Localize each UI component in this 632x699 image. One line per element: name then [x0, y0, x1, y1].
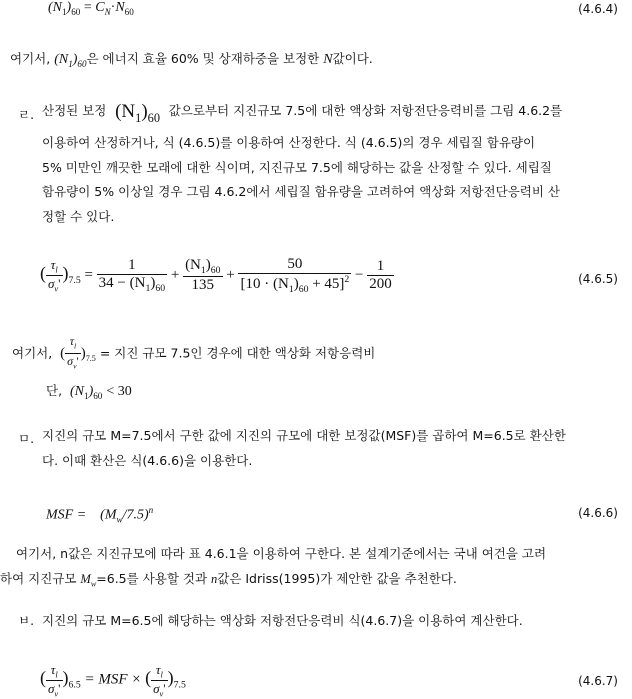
where-n-value: [0, 542, 546, 597]
item-m-line: 지진의 규모 M=7.5에서 구한 값에 지진의 규모에 대한 보정값(MSF)를 곱하여 M=6.5로 환산한: [42, 428, 566, 443]
equation-4-6-6: MSF = $(M_w/7.5)^n$: [46, 505, 154, 525]
equation-number-4-6-7: (4.6.7): [578, 674, 618, 688]
item-r-line: 함유량이 5% 이상일 경우 그림 4.6.2에서 세립질 함유량을 고려하여 액상화 저항전단응력비 산: [42, 184, 560, 199]
item-r-paragraph: [42, 131, 632, 229]
where-stress-ratio: 여기서, ( $\frac{\tau_l}{\sigma_v'}$ )$_{7.5}$ = 지진 규모 7.5인 경우에 대한 액상화 저항응력비: [12, 334, 376, 371]
where-n-line: 여기서, n값은 지진규모에 따라 표 4.6.1을 이용하여 구한다. 본 설계기준에서는 국내 여건을 고려: [16, 546, 547, 561]
where-condition: 단, $(N_1)_{60} < 30$: [46, 383, 132, 401]
item-m-marker: ㅁ.: [18, 431, 35, 446]
equation-4-6-5: ( $\frac{\tau_l}{\sigma_v'}$ )$_{7.5}$ = $\frac{1}{34 - (N_1)_{60}}$ + $\frac{(N_1)_{60}}{135}$ + $\frac{50}{[10 \cdot (N_1)_{60} + 45]^2}$ − $\frac{1}{200}$: [40, 256, 392, 295]
equation-4-6-7: ( $\frac{\tau_l}{\sigma_v'}$ )$_{6.5}$ = MSF × ( $\frac{\tau_l}{\sigma_v'}$ )$_{7.5}$: [40, 662, 186, 699]
where-n-line: 하여 지진규모 $M_w=6.5$를 사용할 것과 n값은 Idriss(1995)가 제안한 값을 추천한다.: [0, 570, 457, 588]
item-r-line1: 산정된 보정 $(N_1)_{60}$ 값으로부터 지진규모 7.5에 대한 액상화 저항전단응력비를 그림 4.6.2를: [42, 101, 563, 125]
item-b-line: 지진의 규모 M=6.5에 해당하는 액상화 저항전단응력비 식(4.6.7)을 이용하여 계산한다.: [42, 613, 523, 628]
item-r-line: 5% 미만인 깨끗한 모래에 대한 식이며, 지진규모 7.5에 해당하는 값을 산정할 수 있다. 세립질: [42, 159, 552, 175]
item-b-marker: ㅂ.: [18, 613, 35, 628]
where-n160: 여기서, $(N_1)_{60}$은 에너지 효율 60% 및 상재하중을 보정한 N값이다.: [10, 51, 373, 69]
item-r-line: 이용하여 산정하거나, 식 (4.6.5)를 이용하여 산정한다. 식 (4.6.5)의 경우 세립질 함유량이: [42, 135, 536, 150]
equation-number-4-6-6: (4.6.6): [578, 506, 618, 520]
item-m-paragraph: [42, 424, 566, 473]
item-r-marker: ㄹ.: [18, 107, 35, 122]
equation-4-6-4: $(N_1)_{60} = C_N\cdot N_{60}$: [48, 0, 134, 17]
equation-number-4-6-5: (4.6.5): [578, 272, 618, 286]
item-r-line: 정할 수 있다.: [42, 208, 115, 224]
equation-number-4-6-4: (4.6.4): [578, 2, 618, 16]
item-m-line: 다. 이때 환산은 식(4.6.6)을 이용한다.: [42, 452, 253, 468]
